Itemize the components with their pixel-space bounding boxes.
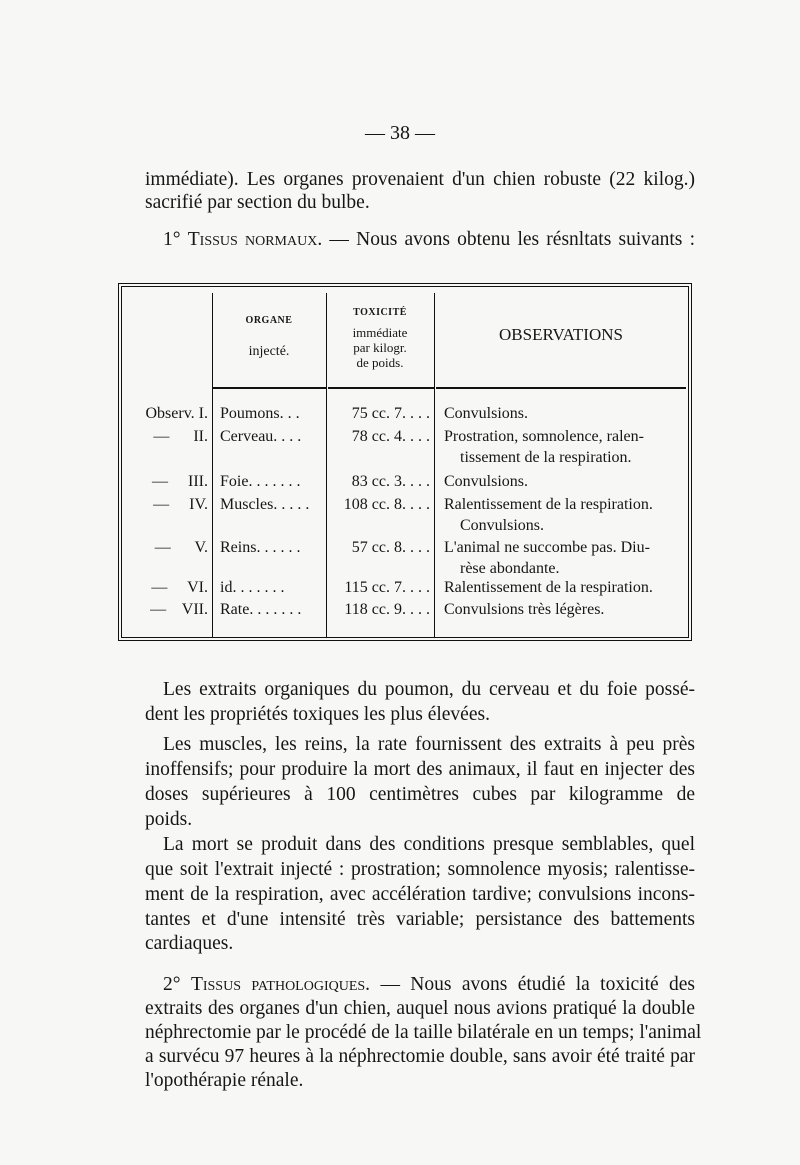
observation-number: — II. <box>153 428 208 445</box>
observation-text: rèse abondante. <box>460 560 560 577</box>
intro-line: sacrifié par section du bulbe. <box>145 192 370 213</box>
observation-text: Convulsions très légères. <box>444 601 605 618</box>
body-line: dent les propriétés toxiques les plus élevées. <box>145 704 490 725</box>
body-line: tantes et d'une intensité très variable; persistance des battements <box>145 909 695 930</box>
header-toxicite: TOXICITÉ immédiate par kilogr. de poids. <box>352 307 408 370</box>
toxicity-table <box>118 283 692 641</box>
toxicity-cell: 108 cc. 8. . . . <box>343 496 430 513</box>
body-line: l'opothérapie rénale. <box>145 1070 304 1091</box>
section-1-heading <box>163 227 695 253</box>
body-line: inoffensifs; pour produire la mort des animaux, il faut en injecter des <box>145 759 695 780</box>
observation-text: Prostration, somnolence, ralen- <box>444 428 644 445</box>
observation-text: tissement de la respiration. <box>460 449 632 466</box>
body-line: doses supérieures à 100 centimètres cubes par kilogramme de <box>145 784 695 805</box>
observation-text: Ralentissement de la respiration. <box>444 579 653 596</box>
body-line: La mort se produit dans des conditions presque semblables, quel <box>163 834 695 855</box>
observation-text: Convulsions. <box>444 405 529 422</box>
body-line: ment de la respiration, avec accélération tardive; convulsions incons- <box>145 884 695 905</box>
body-line: a survécu 97 heures à la néphrectomie double, sans avoir été traité par <box>145 1046 695 1067</box>
observation-number: — IV. <box>153 496 208 513</box>
observation-text: Convulsions. <box>460 517 545 534</box>
observation-number: Observ. I. <box>145 405 208 422</box>
observation-text: L'animal ne succombe pas. Diu- <box>444 539 650 556</box>
header-observations: OBSERVATIONS <box>499 325 623 344</box>
organ-cell: Rate. . . . . . . <box>220 601 302 618</box>
observation-text: Ralentissement de la respiration. <box>444 496 653 513</box>
header-organe: ORGANE injecté. <box>245 315 293 359</box>
organ-cell: Reins. . . . . . <box>220 539 301 556</box>
body-line: cardiaques. <box>145 933 234 954</box>
body-line: Les muscles, les reins, la rate fournissent des extraits à peu près <box>163 734 695 755</box>
body-line: que soit l'extrait injecté : prostration; somnolence myosis; ralentisse- <box>145 859 695 880</box>
observation-number: — VI. <box>151 579 208 596</box>
page-number: — 38 — <box>365 122 435 144</box>
section-text: — Nous avons obtenu les résnltats suivants : <box>329 229 696 250</box>
organ-cell: Muscles. . . . . <box>220 496 310 513</box>
toxicity-cell: 118 cc. 9. . . . <box>344 601 430 618</box>
section-title: Tissus normaux. <box>187 229 323 250</box>
toxicity-cell: 57 cc. 8. . . . <box>351 539 430 556</box>
organ-cell: Cerveau. . . . <box>220 428 302 445</box>
body-line: Les extraits organiques du poumon, du cerveau et du foie possé- <box>163 679 695 700</box>
observation-text: Convulsions. <box>444 473 529 490</box>
toxicity-cell: 83 cc. 3. . . . <box>351 473 430 490</box>
observation-number: — V. <box>154 539 208 556</box>
toxicity-cell: 75 cc. 7. . . . <box>351 405 430 422</box>
body-line: poids. <box>145 809 193 830</box>
observation-number: — III. <box>152 473 208 490</box>
observation-number: — VII. <box>150 601 208 618</box>
toxicity-cell: 78 cc. 4. . . . <box>351 428 430 445</box>
organ-cell: Foie. . . . . . . <box>220 473 301 490</box>
intro-line: immédiate). Les organes provenaient d'un chien robuste (22 kilog.) <box>145 169 695 190</box>
body-line: néphrectomie par le procédé de la taille bilatérale en un temps; l'animal <box>145 1022 702 1043</box>
section-2-heading: 2° Tissus pathologiques. — Nous avons étudié la toxicité des <box>163 974 696 995</box>
body-line: extraits des organes d'un chien, auquel nous avions pratiqué la double <box>145 998 695 1019</box>
organ-cell: id. . . . . . . <box>220 579 285 596</box>
organ-cell: Poumons. . . <box>220 405 300 422</box>
toxicity-cell: 115 cc. 7. . . . <box>344 579 430 596</box>
section-number: 1° <box>163 229 181 250</box>
